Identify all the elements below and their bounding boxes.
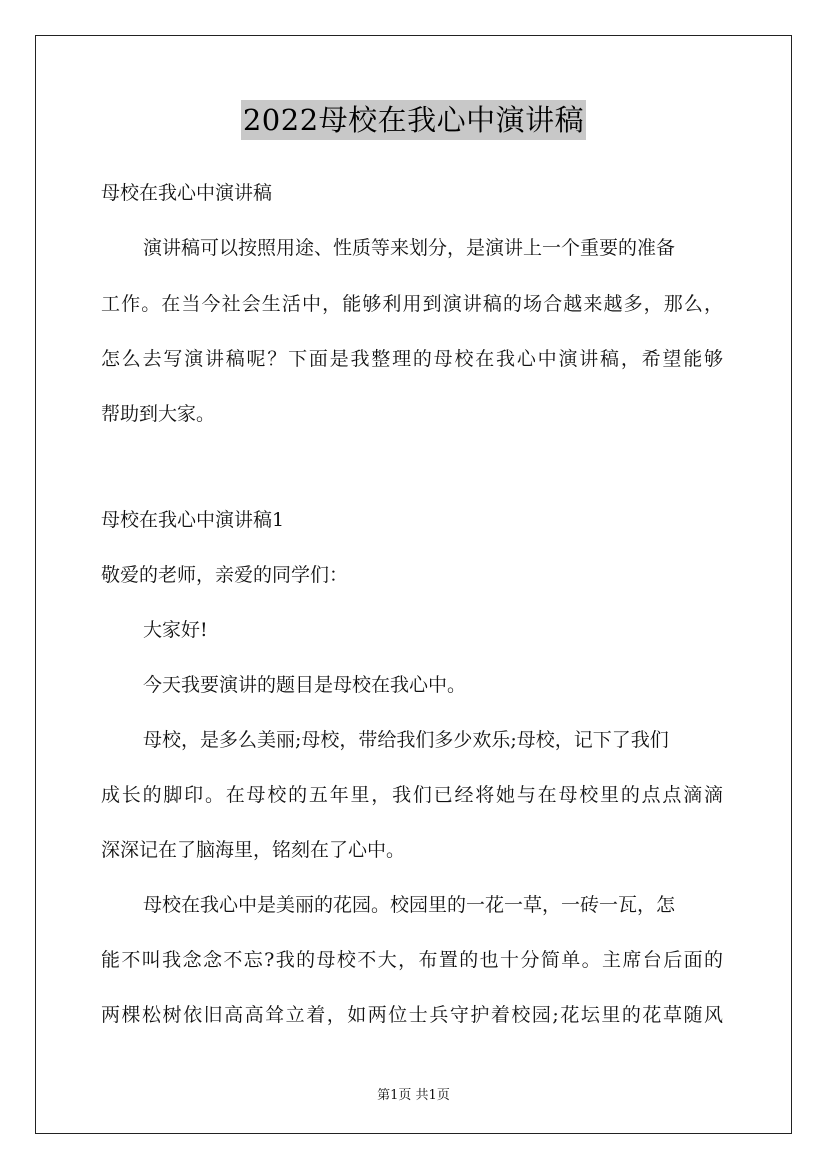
paragraph-line: 两棵松树依旧高高耸立着，如两位士兵守护着校园;花坛里的花草随风 <box>101 1004 723 1026</box>
paragraph-line: 成长的脚印。在母校的五年里，我们已经将她与在母校里的点点滴滴 <box>101 784 723 806</box>
paragraph-line: 母校在我心中是美丽的花园。校园里的一花一草，一砖一瓦，怎 <box>143 894 676 916</box>
paragraph-line: 工作。在当今社会生活中，能够利用到演讲稿的场合越来越多，那么， <box>101 293 723 315</box>
page-number-footer: 第1页 共1页 <box>377 1088 450 1103</box>
paragraph-line: 今天我要演讲的题目是母校在我心中。 <box>143 674 467 696</box>
subtitle-line: 母校在我心中演讲稿 <box>101 182 273 204</box>
salutation-line: 敬爱的老师，亲爱的同学们： <box>101 564 349 586</box>
paragraph-line: 深深记在了脑海里，铭刻在了心中。 <box>101 839 406 861</box>
title-container <box>0 100 827 140</box>
section-heading: 母校在我心中演讲稿1 <box>101 509 285 531</box>
paragraph-line: 怎么去写演讲稿呢？下面是我整理的母校在我心中演讲稿，希望能够 <box>101 348 723 370</box>
document-title: 2022母校在我心中演讲稿 <box>241 100 586 140</box>
paragraph-line: 帮助到大家。 <box>101 403 216 425</box>
greeting-line: 大家好! <box>143 619 208 641</box>
paragraph-line: 演讲稿可以按照用途、性质等来划分，是演讲上一个重要的准备 <box>143 237 676 259</box>
paragraph-line: 母校，是多么美丽;母校，带给我们多少欢乐;母校，记下了我们 <box>143 729 669 751</box>
paragraph-line: 能不叫我念念不忘?我的母校不大，布置的也十分简单。主席台后面的 <box>101 949 723 971</box>
